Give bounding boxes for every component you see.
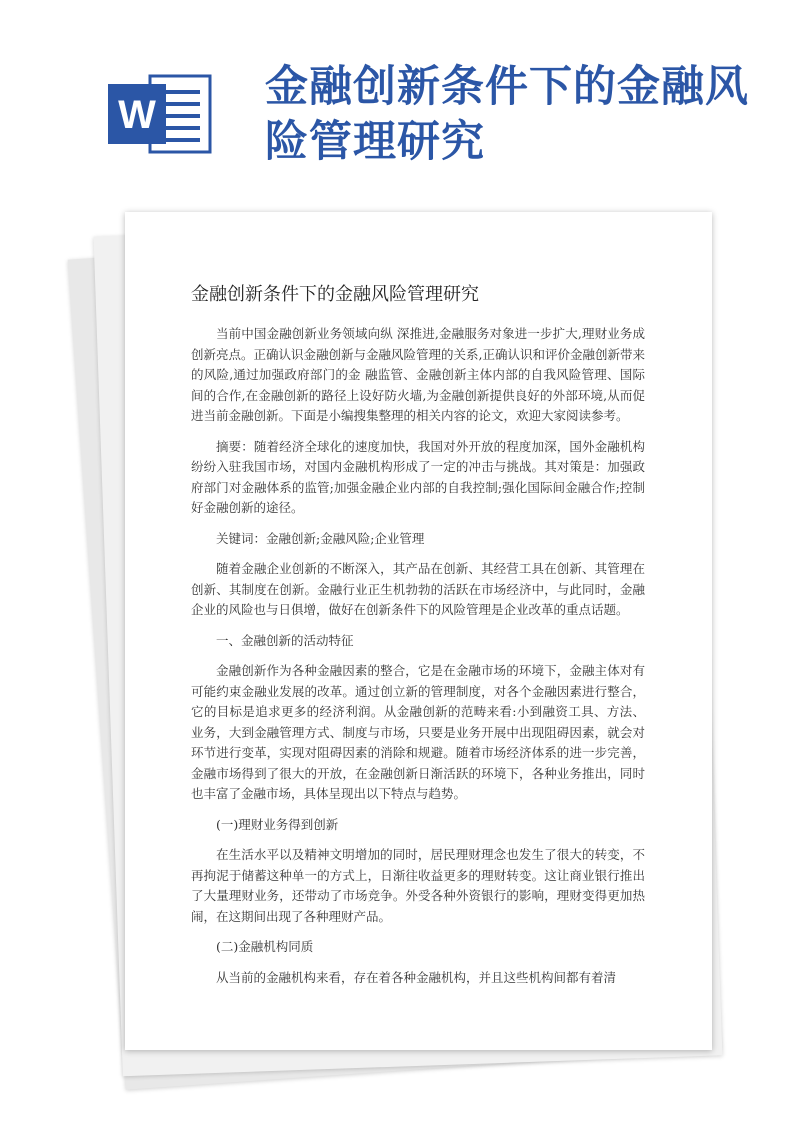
body-paragraph: 从当前的金融机构来看，存在着各种金融机构，并且这些机构间都有着清 <box>216 969 617 985</box>
section-heading: 一、金融创新的活动特征 <box>216 632 354 648</box>
body-paragraph: 在生活水平以及精神文明增加的同时，居民理财理念也发生了很大的转变，不再拘泥于储蓄这种单一的方式上，日渐往收益更多的理财转变。这让商业银行推出了大量理财业务，还带动了市场竞争。外受各种外资银行的影响，理财变得更加热闹，在这期间出现了各种理财产品。 <box>191 847 645 924</box>
word-icon <box>106 70 214 158</box>
intro-paragraph: 当前中国金融创新业务领域向纵 深推进,金融服务对象进一步扩大,理财业务成创新亮点。正确认识金融创新与金融风险管理的关系,正确认识和评价金融创新带来的风险,通过加强政府部门的金 融监管、金融创新主体内部的自我风险管理、国际间的合作,在金融创新的路径上设好防火墙,为金融创新提供良好的外部环境,从而促进当前金融创新。下面是小编搜集整理的相关内容的论文，欢迎大家阅读参考。 <box>191 326 645 423</box>
svg-text:W: W <box>118 93 156 137</box>
abstract-paragraph: 摘要：随着经济全球化的速度加快，我国对外开放的程度加深，国外金融机构纷纷入驻我国市场，对国内金融机构形成了一定的冲击与挑战。其对策是：加强政府部门对金融体系的监管;加强金融企业内部的自我控制;强化国际间金融合作;控制好金融创新的途径。 <box>191 438 645 515</box>
document-page <box>125 212 712 1050</box>
header-title: 金融创新条件下的金融风险管理研究 <box>265 62 749 167</box>
body-paragraph: 金融创新作为各种金融因素的整合，它是在金融市场的环境下，金融主体对有可能约束金融业发展的改革。通过创立新的管理制度，对各个金融因素进行整合，它的目标是追求更多的经济利润。从金融创新的范畴来看:小到融资工具、方法、业务，大到金融管理方式、制度与市场，只要是业务开展中出现阻碍因素，就会对环节进行变革，实现对阻碍因素的消除和规避。随着市场经济体系的进一步完善，金融市场得到了很大的开放，在金融创新日渐活跃的环境下，各种业务推出，同时也丰富了金融市场，具体呈现出以下特点与趋势。 <box>191 663 645 801</box>
subsection-heading: (二)金融机构同质 <box>216 939 314 954</box>
document-body <box>191 324 645 998</box>
keywords-paragraph: 关键词：金融创新;金融风险;企业管理 <box>216 530 425 546</box>
subsection-heading: (一)理财业务得到创新 <box>216 816 339 832</box>
body-paragraph: 随着金融企业创新的不断深入，其产品在创新、其经营工具在创新、其管理在创新、其制度在创新。金融行业正生机勃勃的活跃在市场经济中，与此同时，金融企业的风险也与日俱增，做好在创新条件下的风险管理是企业改革的重点话题。 <box>191 561 645 617</box>
document-title: 金融创新条件下的金融风险管理研究 <box>191 284 479 305</box>
header <box>0 0 800 210</box>
